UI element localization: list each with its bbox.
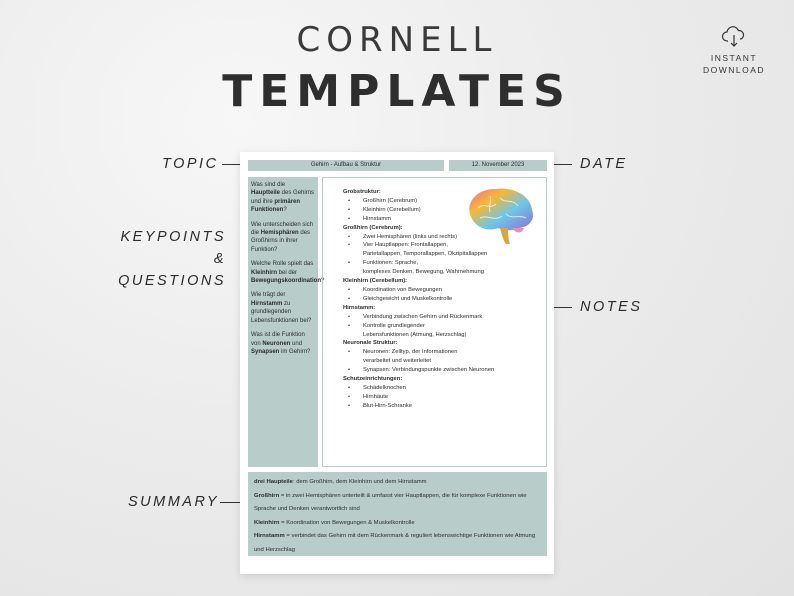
keypoints-column [248,177,325,467]
summary-term: Kleinhirn [254,519,280,526]
notes-item: • Zwei Hemisphären (links und rechts) [343,233,540,242]
notes-heading: Hirnstamm: [343,304,376,311]
notes-heading: Grobstruktur: [343,189,381,195]
keypoint-text: und [290,340,303,347]
keypoint-text: des Gehirns und ihre [251,190,315,205]
summary-line [254,517,541,531]
summary-term: Hirnstamm [254,533,285,539]
notes-heading: Großhirn (Cerebrum): [343,224,403,231]
keypoint-text: Welche Rolle spielt das [251,261,314,268]
notes-list [343,188,540,411]
notes-area [322,177,547,467]
download-line-1: INSTANT [710,53,758,63]
keypoint-term: Synapsen [251,348,280,355]
date-label: DATE [580,156,628,172]
keypoint-question [251,291,315,325]
keypoint-text: Was ist die Funktion von [251,332,305,347]
keypoint-text: bei der [277,269,298,276]
notes-item: • Koordination von Bewegungen [343,286,540,295]
notes-item: • Kleinhirn (Cerebellum) [343,206,540,215]
keypoint-term: Kleinhirn [251,269,278,276]
notes-item: • Gleichgewicht und Muskelkontrolle [343,295,540,304]
keypoint-question [251,331,315,356]
title-line-1: CORNELL [296,20,498,60]
notes-label: NOTES [580,299,643,315]
keypoint-term: primären Funktionen [251,198,301,214]
summary-line [254,490,541,517]
keypoint-text: zu grundlegenden Lebensfunktionen bei? [251,300,312,324]
keypoint-term: Hemisphären [260,230,299,237]
notes-item: • Blut-Hirn-Schranke [343,402,540,411]
notes-item: komplexes Denken, Bewegung, Wahrnehmung [363,269,484,276]
summary-text: : dem Großhirn, dem Kleinhirn und dem Hirnstamm [292,479,427,485]
keypoints-label-line-2: & QUESTIONS [118,251,226,289]
notes-item: • Hirnhäute [343,393,540,402]
keypoint-text: ? [321,278,325,285]
keypoint-question [251,221,315,255]
instant-download-badge [694,26,774,76]
notes-heading: Neuronale Struktur: [343,340,398,347]
summary-text: = verbindet das Gehirn mit dem Rückenmark & reguliert lebenswichtige Funktionen wie Atmung und Herzschlag [254,533,536,553]
notes-item: • Schädelknochen [343,384,540,393]
keypoints-label [118,226,226,292]
topic-field: Gehirn - Aufbau & Struktur [248,160,444,171]
notes-item: • Synapsen: Verbindungspunkte zwischen Neuronen [343,366,540,375]
keypoint-text: ? [283,207,287,214]
notes-heading: Schutzeinrichtungen: [343,376,403,383]
summary-term: drei Haupteile [254,479,293,485]
keypoint-term: Neuronen [262,340,291,347]
notes-item: • Hirnstamm [343,215,540,224]
notes-item: • Großhirn (Cerebrum) [343,197,540,206]
notes-item: • Kontrolle grundlegender [343,322,540,331]
notes-item: • Funktionen: Sprache, [343,259,540,268]
notes-item: Lebensfunktionen (Atmung, Herzschlag) [363,331,467,338]
notes-item: • Vier Hauptlappen: Frontallappen, [343,241,540,250]
summary-label: SUMMARY [128,494,220,510]
summary-area [248,472,547,556]
date-field: 12. November 2023 [449,160,547,171]
download-line-2: DOWNLOAD [702,65,766,75]
summary-line [254,476,541,490]
cloud-download-icon [721,26,747,48]
notes-item: • Neuronen: Zelltyp, der Informationen [343,348,540,357]
keypoint-question [251,181,315,215]
keypoint-text: Wie unterscheiden sich die [251,221,314,237]
notes-item: verarbeitet und weiterleitet [363,358,431,365]
notes-item: Parietallappen, Temporallappen, Okzipitallappen [363,251,488,258]
cornell-sheet [240,152,554,574]
summary-line [254,530,541,557]
summary-term: Großhirn [254,492,280,499]
keypoint-term: Hauptteile [251,190,281,197]
keypoint-term: Hirnstamm [251,300,283,307]
notes-item: • Verbindung zwischen Gehirn und Rückenmark [343,313,540,322]
topic-label: TOPIC [162,156,219,172]
keypoint-text: im Gehirn? [279,348,311,355]
keypoint-text: Was sind die [251,182,286,188]
keypoint-question [251,260,325,285]
keypoint-text: des Großhirns in ihrer Funktion? [251,230,311,253]
title-line-2: TEMPLATES [222,66,572,117]
keypoints-label-line-1: KEYPOINTS [120,229,226,245]
summary-text: = Koordination von Bewegungen & Muskelkontrolle [279,519,415,526]
keypoint-text: Wie trägt der [251,292,286,299]
keypoint-term: Bewegungskoordination [251,278,322,285]
notes-heading: Kleinhirn (Cerebellum): [343,278,408,285]
summary-text: = in zwei Hemisphären unterteilt & umfasst vier Hauptlappen, die für komplexe Funktionen wie Sprache und Denken verantwortlich sind [254,492,527,512]
